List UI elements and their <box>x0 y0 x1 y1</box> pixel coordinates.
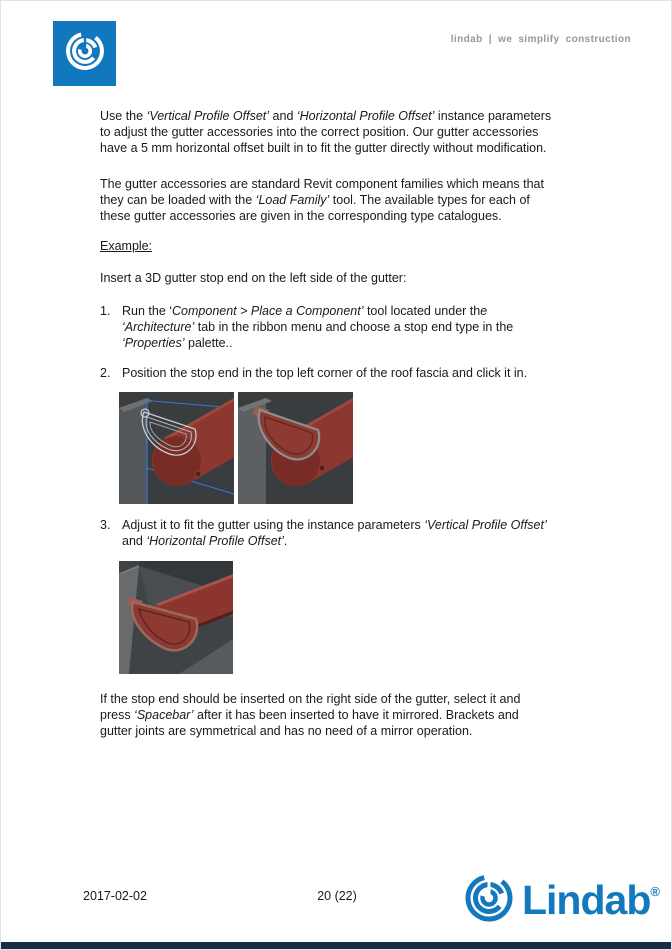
term-load-family: ‘Load Family’ <box>255 193 330 207</box>
step-2-number: 2. <box>100 366 111 380</box>
term-spacebar: ‘Spacebar’ <box>134 708 194 722</box>
term-horizontal-profile-offset-2: ‘Horizontal Profile Offset’ <box>146 534 284 548</box>
step-3 <box>100 517 645 549</box>
term-vertical-profile-offset: ‘Vertical Profile Offset’ <box>146 109 270 123</box>
revit-screenshot-stop-end-adjusted <box>119 561 233 674</box>
lindab-wordmark: Lindab® <box>522 876 660 923</box>
term-architecture-tab: ‘Architecture’ <box>122 320 195 334</box>
lindab-footer-logo <box>463 871 660 929</box>
term-horizontal-profile-offset: ‘Horizontal Profile Offset’ <box>296 109 435 123</box>
lindab-coil-icon-footer <box>463 872 515 929</box>
lindab-logo-square <box>53 21 116 86</box>
paragraph-load-family: The gutter accessories are standard Revit component families which means that they can be loaded with the ‘Load Family’ tool. The available types for each of these gutter accessories are given in the corresponding type catalogues. <box>100 177 544 223</box>
step-3-text: Adjust it to fit the gutter using the instance parameters ‘Vertical Profile Offset’ and ‘Horizontal Profile Offset’. <box>122 518 547 548</box>
term-properties-palette: ‘Properties’ <box>122 336 185 350</box>
revit-screenshot-stop-end-placed <box>238 392 353 504</box>
example-intro: Insert a 3D gutter stop end on the left side of the gutter: <box>100 271 407 285</box>
paragraph-offset-parameters: Use the ‘Vertical Profile Offset’ and ‘Horizontal Profile Offset’ instance parameters to adjust the gutter accessories into the correct position. Our gutter accessories have a 5 mm horizontal offset built in to fit the gutter directly without modification. <box>100 109 552 155</box>
registered-mark: ® <box>650 883 660 899</box>
revit-screenshot-stop-end-preview <box>119 392 234 504</box>
header-tagline: lindab | we simplify construction <box>450 34 631 45</box>
term-place-a-component: Component > Place a Component’ <box>172 304 364 318</box>
footer-navy-bar <box>1 942 672 949</box>
page-number: 20 (22) <box>317 889 357 903</box>
step-1-text: Run the ‘Component > Place a Component’ tool located under the ‘Architecture’ tab in the ribbon menu and choose a stop end type in the ‘Properties’ palette.. <box>122 304 514 350</box>
term-vertical-profile-offset-2: ‘Vertical Profile Offset’ <box>424 518 547 532</box>
footer-date: 2017-02-02 <box>83 889 147 903</box>
step-1 <box>100 303 645 351</box>
step-2-text: Position the stop end in the top left corner of the roof fascia and click it in. <box>122 366 528 380</box>
step-2 <box>100 365 645 381</box>
lindab-coil-icon <box>64 30 106 77</box>
step-1-number: 1. <box>100 304 111 318</box>
step-3-number: 3. <box>100 518 111 532</box>
paragraph-mirror: If the stop end should be inserted on the right side of the gutter, select it and press ‘Spacebar’ after it has been inserted to have it mirrored. Brackets and gutter joints are symmetrical and has no need of a mirror operation. <box>100 692 521 738</box>
example-heading: Example: <box>100 239 153 253</box>
